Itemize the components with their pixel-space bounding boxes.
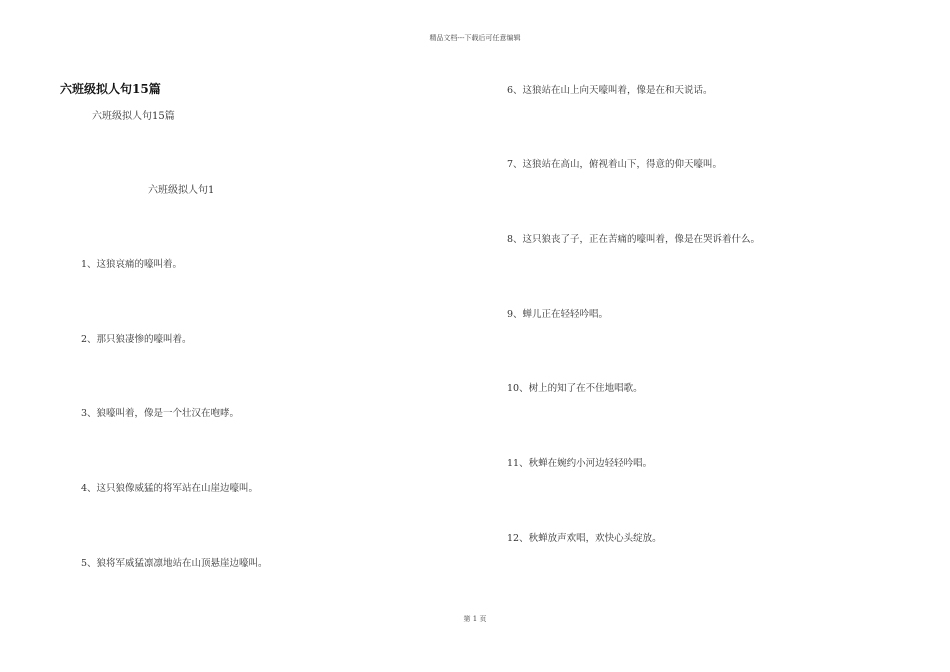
list-item: 2、那只狼凄惨的嚎叫着。 <box>81 334 192 345</box>
list-item: 9、蝉儿正在轻轻吟唱。 <box>507 309 609 320</box>
list-item: 12、秋蝉放声欢唱，欢快心头绽放。 <box>507 533 662 544</box>
list-item: 10、树上的知了在不住地唱歌。 <box>507 383 643 394</box>
page-number: 第 1 页 <box>463 615 487 623</box>
list-item: 3、狼嚎叫着，像是一个壮汉在咆哮。 <box>81 408 240 419</box>
document-title: 六班级拟人句15篇 <box>60 82 161 96</box>
page-header: 精品文档---下载后可任意编辑 <box>429 34 521 42</box>
list-item: 1、这狼哀痛的嚎叫着。 <box>81 259 183 270</box>
list-item: 8、这只狼丧了子，正在苦痛的嚎叫着，像是在哭诉着什么。 <box>507 234 761 245</box>
list-item: 7、这狼站在高山，俯视着山下，得意的仰天嚎叫。 <box>507 159 723 170</box>
list-item: 11、秋蝉在婉约小河边轻轻吟唱。 <box>507 458 653 469</box>
document-subtitle: 六班级拟人句15篇 <box>92 111 175 122</box>
list-item: 5、狼将军威猛凛凛地站在山顶悬崖边嚎叫。 <box>81 558 268 569</box>
section-title: 六班级拟人句1 <box>148 185 215 196</box>
list-item: 4、这只狼像威猛的将军站在山崖边嚎叫。 <box>81 483 259 494</box>
list-item: 6、这狼站在山上向天嚎叫着，像是在和天说话。 <box>507 85 713 96</box>
